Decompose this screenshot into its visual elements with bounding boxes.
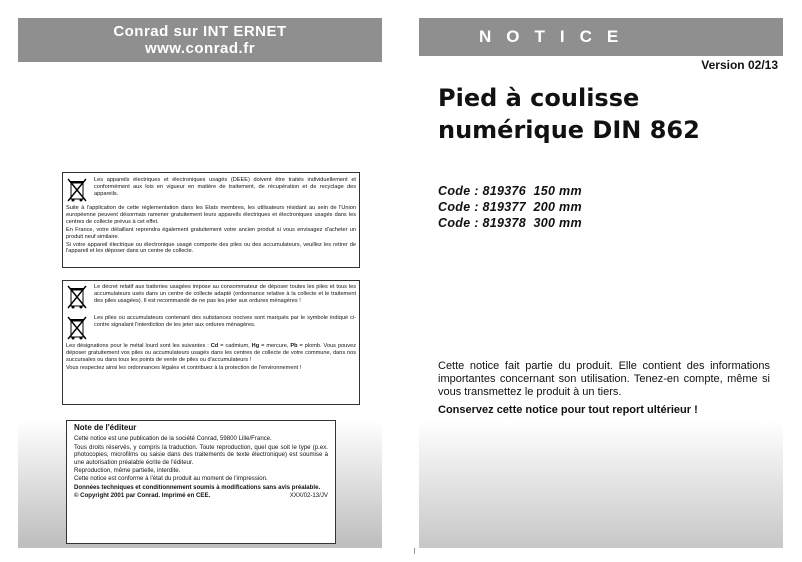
battery-notice-box bbox=[62, 280, 360, 405]
editor-note-box bbox=[66, 420, 336, 544]
weee-notice-box bbox=[62, 172, 360, 268]
cd-text: = cadmium, bbox=[218, 343, 252, 349]
right-bottom-gradient bbox=[419, 420, 783, 548]
notice-keep-warning: Conservez cette notice pour tout report ultérieur ! bbox=[438, 404, 698, 416]
editor-line-1: Cette notice est une publication de la société Conrad, 59800 Lille/France. bbox=[74, 435, 272, 443]
editor-line-3: Reproduction, même partielle, interdite. bbox=[74, 467, 181, 475]
editor-line-2: Tous droits réservés, y compris la traduction. Toute reproduction, quel que soit le type (p.ex. photocopies, microfilms ou saisie dans des traitements de texte électronique) est soumise à une autorisation préalable écrite de l'éditeur. bbox=[74, 443, 328, 466]
notice-paragraph: Cette notice fait partie du produit. Elle contient des informations importantes concernant son utilisation. Tenez-en compte, même si vous transmettez le produit à un tiers. bbox=[438, 360, 770, 398]
notice-banner: NOTICE bbox=[419, 18, 783, 56]
hg-symbol: Hg bbox=[251, 343, 260, 349]
editor-copyright: © Copyright 2001 par Conrad. Imprimé en CEE. bbox=[74, 492, 211, 500]
code-line: Code : 819378 300 mm bbox=[438, 216, 582, 230]
code-line: Code : 819377 200 mm bbox=[438, 200, 582, 214]
pb-symbol: Pb bbox=[290, 343, 298, 349]
battery-p4: Vous respectez ainsi les ordonnances légales et contribuez à la protection de l'environnement ! bbox=[66, 364, 302, 371]
conrad-banner bbox=[18, 18, 382, 62]
product-codes bbox=[438, 183, 582, 231]
battery-p3 bbox=[66, 343, 356, 364]
weee-p4: Si votre appareil électrique ou électronique usagé comporte des piles ou des accumulateurs, veuillez les retirer de l'appareil et les déposer dans un centre de collecte. bbox=[66, 241, 356, 255]
title-line-1: Pied à coulisse bbox=[438, 84, 640, 112]
editor-line-5: Données techniques et conditionnement soumis à modifications sans avis préalable. bbox=[74, 483, 321, 491]
fold-mark bbox=[414, 548, 421, 554]
battery-p3-pre: Les désignations pour le métal lourd sont les suivantes : bbox=[66, 343, 211, 349]
banner-line-2: www.conrad.fr bbox=[144, 40, 256, 57]
crossed-bin-icon bbox=[66, 177, 88, 203]
crossed-bin-icon bbox=[66, 284, 88, 310]
hg-text: = mercure, bbox=[259, 343, 289, 349]
editor-line-4: Cette notice est conforme à l'état du produit au moment de l'impression. bbox=[74, 475, 268, 483]
version-label: Version 02/13 bbox=[701, 58, 778, 72]
weee-p1: Les appareils électriques et électroniques usagés (DEEE) doivent être traités individuellement et conformément aux lois en vigueur en matière de traitement, de récupération et de recyclage des appareils. bbox=[94, 177, 356, 197]
cd-symbol: Cd bbox=[210, 343, 219, 349]
battery-p1: Le décret relatif aux batteries usagées impose au consommateur de déposer toutes les piles et tous les accumulateurs usés dans un centre de collecte adapté (ordonnance relative à la collecte et le traitement des piles usagées). Il est recommandé de ne pas les jeter aux ordures ménagères ! bbox=[94, 284, 356, 304]
weee-p3: En France, votre détaillant reprendra également gratuitement votre ancien produit si vous envisagez d'acheter un produit neuf similaire. bbox=[66, 226, 356, 240]
page-title bbox=[438, 82, 700, 146]
editor-title: Note de l'éditeur bbox=[74, 423, 137, 432]
code-line: Code : 819376 150 mm bbox=[438, 184, 582, 198]
pb-text: = plomb. Vous pouvez déposer gratuitement vos piles ou accumulateurs usagés dans les centres de collecte de votre commune, dans nos succursales ou dans tous les points de vente de piles ou d'accumulateurs ! bbox=[66, 343, 356, 363]
editor-reference: XXX/02-13/JV bbox=[289, 492, 328, 500]
banner-line-1: Conrad sur INT ERNET bbox=[113, 23, 287, 40]
battery-p2: Les piles ou accumulateurs contenant des substances nocives sont marqués par le symbole indiqué ci-contre signalant l'interdiction de les jeter aux ordures ménagères. bbox=[94, 315, 356, 328]
title-line-2: numérique DIN 862 bbox=[438, 116, 700, 144]
weee-p2: Suite à l'application de cette réglementation dans les Etats membres, les utilisateurs résidant au sein de l'Union européenne peuvent désormais ramener gratuitement leurs appareils électriques et électroniques usagés dans les centres de collecte prévus à cet effet. bbox=[66, 205, 356, 225]
crossed-bin-icon bbox=[66, 315, 88, 341]
